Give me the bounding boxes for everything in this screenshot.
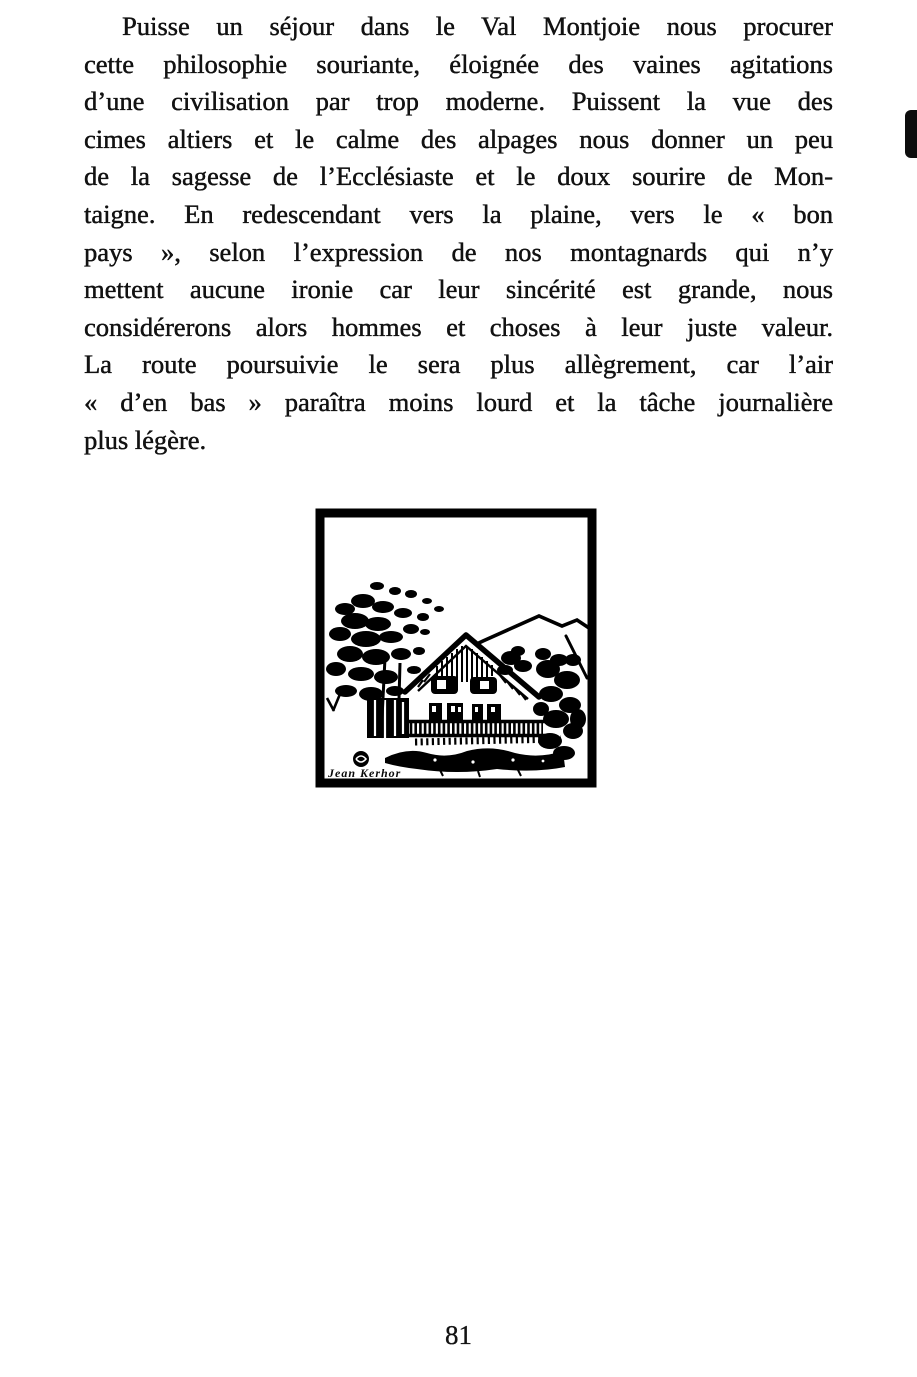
- illustration-signature: Jean Kerhor: [328, 766, 402, 780]
- paragraph-line-2: cette philosophie souriante, éloignée des vaines agitations: [84, 48, 833, 79]
- paragraph-line-7: pays », selon l’expression de nos montagnards qui n’y: [84, 236, 833, 267]
- paragraph-line-3: d’une civilisation par trop moderne. Puissent la vue des: [84, 86, 833, 117]
- scan-ink-smudge: [905, 110, 917, 158]
- paragraph-line-11: « d’en bas » paraîtra moins lourd et la tâche journalière: [84, 386, 833, 417]
- foreground-vegetation: [385, 739, 565, 777]
- gable-side-foliage: [497, 646, 532, 675]
- artist-monogram: [353, 751, 369, 767]
- paragraph-line-1: Puisse un séjour dans le Val Montjoie nous procurer: [122, 11, 833, 41]
- paragraph-line-8: mettent aucune ironie car leur sincérité est grande, nous: [84, 274, 833, 305]
- right-bush: [533, 648, 586, 760]
- chalet-woodcut-drawing: [315, 508, 597, 788]
- chalet-woodcut-illustration: [315, 508, 597, 788]
- page-number: 81: [445, 1320, 472, 1350]
- body-paragraph: [84, 8, 833, 459]
- paragraph-line-5: de la sagesse de l’Ecclésiaste et le doux sourire de Mon-: [84, 161, 833, 192]
- paragraph-line-10: La route poursuivie le sera plus allègrement, car l’air: [84, 349, 833, 380]
- paragraph-line-12: plus légère.: [84, 424, 207, 455]
- paragraph-line-9: considérerons alors hommes et choses à leur juste valeur.: [84, 311, 833, 342]
- paragraph-line-6: taigne. En redescendant vers la plaine, vers le « bon: [84, 198, 833, 229]
- balcony-railing: [403, 722, 545, 736]
- paragraph-line-4: cimes altiers et le calme des alpages nous donner un peu: [84, 123, 833, 154]
